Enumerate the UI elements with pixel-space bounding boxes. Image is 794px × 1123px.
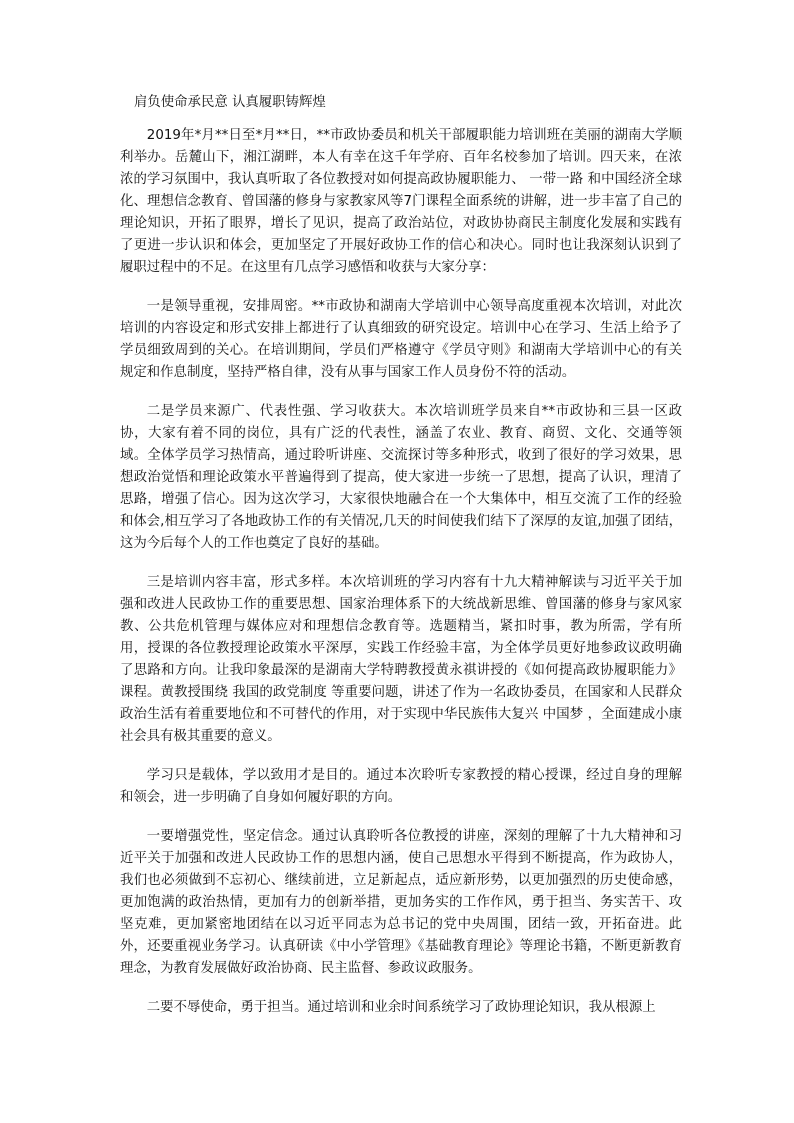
paragraph-point-2: 二是学员来源广、代表性强、学习收获大。本次培训班学员来自**市政协和三县一区政协，大家有着不同的岗位，具有广泛的代表性，涵盖了农业、教育、商贸、文化、交通等领域。全体学员学习热情高，通过聆听讲座、交流探讨等多种形式，收到了很好的学习效果，思想政治觉悟和理论政策水平普遍得到了提高，使大家进一步统一了思想，提高了认识，理清了思路，增强了信心。因为这次学习，大家很快地融合在一个大集体中，相互交流了工作的经验和体会,相互学习了各地政协工作的有关情况,几天的时间使我们结下了深厚的友谊,加强了团结，这为今后每个人的工作也奠定了良好的基础。	[120, 404, 682, 551]
paragraph-transition: 学习只是载体，学以致用才是目的。通过本次聆听专家教授的精心授课，经过自身的理解和领会，进一步明确了自身如何履好职的方向。	[120, 768, 682, 805]
document-title: 肩负使命承民意 认真履职铸辉煌	[134, 95, 326, 110]
document-body	[120, 92, 682, 1036]
paragraph-requirement-1: 一要增强党性，坚定信念。通过认真聆听各位教授的讲座，深刻的理解了十九大精神和习近平关于加强和改进人民政协工作的思想内涵，使自己思想水平得到不断提高，作为政协人，我们也必须做到不忘初心、继续前进，立足新起点，适应新形势，以更加强烈的历史使命感，更加饱满的政治热情，更加有力的创新举措，更加务实的工作作风，勇于担当、务实苦干、攻坚克难，更加紧密地团结在以习近平同志为总书记的党中央周围，团结一致，开拓奋进。此外，还要重视业务学习。认真研读《中小学管理》《基础教育理论》等理论书籍，不断更新教育理念，为教育发展做好政治协商、民主监督、参政议政服务。	[120, 829, 682, 976]
paragraph-point-1: 一是领导重视，安排周密。**市政协和湖南大学培训中心领导高度重视本次培训，对此次培训的内容设定和形式安排上都进行了认真细致的研究设定。培训中心在学习、生活上给予了学员细致周到的关心。在培训期间，学员们严格遵守《学员守则》和湖南大学培训中心的有关规定和作息制度，坚持严格自律，没有从事与国家工作人员身份不符的活动。	[120, 299, 682, 380]
paragraph-intro: 2019年*月**日至*月**日，**市政协委员和机关干部履职能力培训班在美丽的湖南大学顺利举办。岳麓山下，湘江湖畔，本人有幸在这千年学府、百年名校参加了培训。四天来，在浓浓的学习氛围中，我认真听取了各位教授对如何提高政协履职能力、 一带一路 和中国经济全球化、理想信念教育、曾国藩的修身与家教家风等7门课程全面系统的讲解，进一步丰富了自己的理论知识，开拓了眼界，增长了见识，提高了政治站位，对政协协商民主制度化发展和实践有了更进一步认识和体会，更加坚定了开展好政协工作的信心和决心。同时也让我深刻认识到了履职过程中的不足。在这里有几点学习感悟和收获与大家分享：	[120, 128, 682, 275]
paragraph-requirement-2: 二要不辱使命，勇于担当。通过培训和业余时间系统学习了政协理论知识，我从根源上	[146, 1000, 656, 1015]
paragraph-point-3: 三是培训内容丰富，形式多样。本次培训班的学习内容有十九大精神解读与习近平关于加强和改进人民政协工作的重要思想、国家治理体系下的大统战新思维、曾国藩的修身与家风家教、公共危机管理与媒体应对和理想信念教育等。选题精当，紧扣时事，教为所需，学有所用，授课的各位教授理论政策水平深厚，实践工作经验丰富，为全体学员更好地参政议政明确了思路和方向。让我印象最深的是湖南大学特聘教授黄永祺讲授的《如何提高政协履职能力》课程。黄教授围绕 我国的政党制度 等重要问题，讲述了作为一名政协委员，在国家和人民群众政治生活有着重要地位和不可替代的作用，对于实现中华民族伟大复兴 中国梦 ，全面建成小康社会具有极其重要的意义。	[120, 575, 682, 744]
